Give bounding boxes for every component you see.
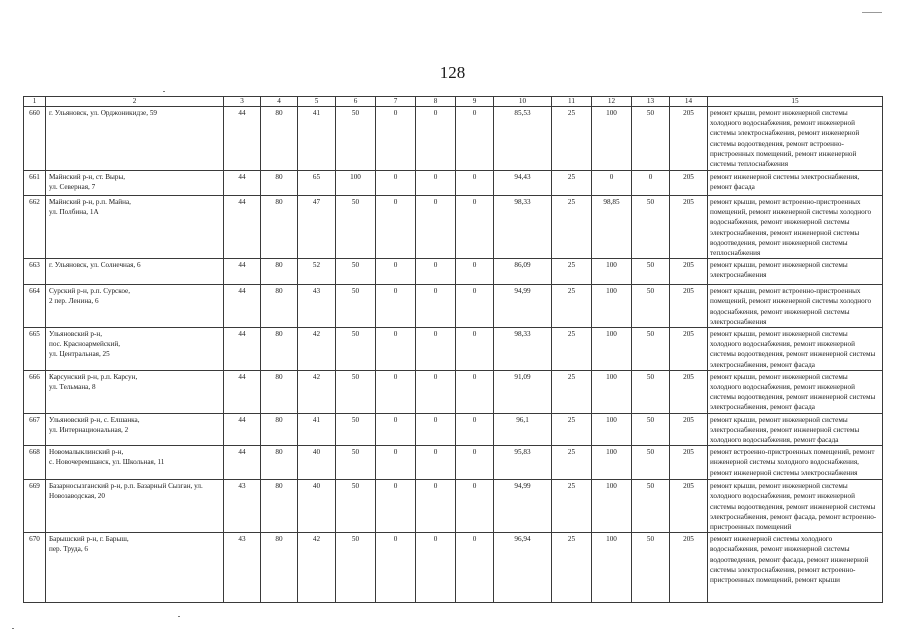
table-row — [24, 171, 883, 196]
value-cell-c11: 25 — [552, 370, 592, 413]
value-cell-c6: 100 — [336, 171, 376, 196]
value-cell-c7: 0 — [376, 446, 416, 480]
value-cell-c14: 205 — [670, 480, 708, 533]
value-cell-c3: 44 — [224, 328, 261, 371]
value-cell-c10: 91,09 — [494, 370, 552, 413]
scan-speck — [12, 628, 14, 629]
value-cell-c5: 40 — [298, 480, 336, 533]
row-number-cell: 664 — [24, 285, 46, 328]
address-cell: г. Ульяновск, ул. Солнечная, 6 — [46, 259, 224, 285]
value-cell-c6: 50 — [336, 480, 376, 533]
value-cell-c9: 0 — [456, 107, 494, 171]
value-cell-c8: 0 — [416, 328, 456, 371]
value-cell-c13: 50 — [632, 196, 670, 259]
value-cell-c14: 205 — [670, 328, 708, 371]
column-number: 3 — [224, 97, 261, 107]
value-cell-c8: 0 — [416, 413, 456, 446]
value-cell-c5: 42 — [298, 328, 336, 371]
value-cell-c13: 50 — [632, 480, 670, 533]
value-cell-c4: 80 — [261, 259, 298, 285]
value-cell-c7: 0 — [376, 533, 416, 603]
address-cell: Ульяновский р-н, пос. Красноармейский, ул. Центральная, 25 — [46, 328, 224, 371]
value-cell-c8: 0 — [416, 446, 456, 480]
value-cell-c5: 42 — [298, 533, 336, 603]
value-cell-c5: 41 — [298, 107, 336, 171]
value-cell-c8: 0 — [416, 196, 456, 259]
value-cell-c3: 43 — [224, 480, 261, 533]
value-cell-c12: 98,85 — [592, 196, 632, 259]
value-cell-c10: 98,33 — [494, 196, 552, 259]
column-number: 4 — [261, 97, 298, 107]
address-cell: Ульяновский р-н, с. Елшанка, ул. Интернациональная, 2 — [46, 413, 224, 446]
value-cell-c7: 0 — [376, 259, 416, 285]
column-number: 5 — [298, 97, 336, 107]
value-cell-c6: 50 — [336, 446, 376, 480]
value-cell-c13: 50 — [632, 533, 670, 603]
value-cell-c12: 100 — [592, 370, 632, 413]
row-number-cell: 662 — [24, 196, 46, 259]
value-cell-c4: 80 — [261, 413, 298, 446]
value-cell-c8: 0 — [416, 533, 456, 603]
table-row — [24, 107, 883, 171]
column-number-row — [24, 97, 883, 107]
column-number: 1 — [24, 97, 46, 107]
value-cell-c10: 96,1 — [494, 413, 552, 446]
row-number-cell: 661 — [24, 171, 46, 196]
value-cell-c12: 100 — [592, 328, 632, 371]
value-cell-c13: 0 — [632, 171, 670, 196]
value-cell-c3: 44 — [224, 370, 261, 413]
works-cell: ремонт крыши, ремонт инженерной системы холодного водоснабжения, ремонт инженерной системы водоотведения, ремонт инженерной системы электроснабжения, ремонт фасада, ремонт встроенно-пристроенных помещений — [708, 480, 883, 533]
row-number-cell: 668 — [24, 446, 46, 480]
column-number: 13 — [632, 97, 670, 107]
value-cell-c5: 65 — [298, 171, 336, 196]
value-cell-c13: 50 — [632, 328, 670, 371]
column-number: 10 — [494, 97, 552, 107]
value-cell-c10: 94,99 — [494, 285, 552, 328]
value-cell-c5: 43 — [298, 285, 336, 328]
value-cell-c11: 25 — [552, 413, 592, 446]
value-cell-c11: 25 — [552, 328, 592, 371]
scan-speck — [862, 12, 882, 13]
works-cell: ремонт крыши, ремонт встроенно-пристроенных помещений, ремонт инженерной системы холодного водоснабжения, ремонт инженерной системы электроснабжения — [708, 285, 883, 328]
works-cell: ремонт крыши, ремонт инженерной системы холодного водоснабжения, ремонт инженерной системы водоотведения, ремонт инженерной системы электроснабжения, ремонт фасада — [708, 370, 883, 413]
works-cell: ремонт крыши, ремонт встроенно-пристроенных помещений, ремонт инженерной системы холодного водоснабжения, ремонт инженерной системы электроснабжения, ремонт инженерной системы водоотведения, ремонт инженерной системы теплоснабжения — [708, 196, 883, 259]
value-cell-c6: 50 — [336, 196, 376, 259]
row-number-cell: 666 — [24, 370, 46, 413]
value-cell-c13: 50 — [632, 107, 670, 171]
value-cell-c11: 25 — [552, 446, 592, 480]
value-cell-c5: 52 — [298, 259, 336, 285]
value-cell-c9: 0 — [456, 446, 494, 480]
value-cell-c10: 96,94 — [494, 533, 552, 603]
works-cell: ремонт крыши, ремонт инженерной системы холодного водоснабжения, ремонт инженерной системы электроснабжения, ремонт инженерной системы водоотведения, ремонт встроенно-пристроенных помещений, ремонт инженерной системы теплоснабжения — [708, 107, 883, 171]
address-cell: Барышский р-н, г. Барыш, пер. Труда, 6 — [46, 533, 224, 603]
value-cell-c3: 44 — [224, 171, 261, 196]
table-row — [24, 259, 883, 285]
address-cell: Базарносызганский р-н, р.п. Базарный Сызган, ул. Новозаводская, 20 — [46, 480, 224, 533]
value-cell-c4: 80 — [261, 107, 298, 171]
value-cell-c11: 25 — [552, 196, 592, 259]
column-number: 9 — [456, 97, 494, 107]
value-cell-c8: 0 — [416, 285, 456, 328]
value-cell-c5: 47 — [298, 196, 336, 259]
works-cell: ремонт инженерной системы электроснабжения, ремонт фасада — [708, 171, 883, 196]
value-cell-c14: 205 — [670, 107, 708, 171]
value-cell-c14: 205 — [670, 196, 708, 259]
value-cell-c10: 94,99 — [494, 480, 552, 533]
value-cell-c7: 0 — [376, 328, 416, 371]
value-cell-c12: 0 — [592, 171, 632, 196]
table-row — [24, 480, 883, 533]
value-cell-c9: 0 — [456, 171, 494, 196]
works-cell: ремонт инженерной системы холодного водоснабжения, ремонт инженерной системы водоотведения, ремонт фасада, ремонт инженерной системы электроснабжения, ремонт встроенно-пристроенных помещений, ремонт крыши — [708, 533, 883, 603]
value-cell-c14: 205 — [670, 446, 708, 480]
value-cell-c5: 40 — [298, 446, 336, 480]
value-cell-c4: 80 — [261, 480, 298, 533]
value-cell-c12: 100 — [592, 259, 632, 285]
value-cell-c11: 25 — [552, 533, 592, 603]
value-cell-c8: 0 — [416, 107, 456, 171]
column-number: 6 — [336, 97, 376, 107]
value-cell-c7: 0 — [376, 413, 416, 446]
value-cell-c6: 50 — [336, 328, 376, 371]
column-number: 7 — [376, 97, 416, 107]
value-cell-c13: 50 — [632, 413, 670, 446]
value-cell-c3: 44 — [224, 196, 261, 259]
value-cell-c8: 0 — [416, 480, 456, 533]
value-cell-c13: 50 — [632, 446, 670, 480]
value-cell-c12: 100 — [592, 107, 632, 171]
value-cell-c10: 86,09 — [494, 259, 552, 285]
value-cell-c12: 100 — [592, 533, 632, 603]
table-row — [24, 285, 883, 328]
value-cell-c6: 50 — [336, 107, 376, 171]
column-number: 2 — [46, 97, 224, 107]
value-cell-c13: 50 — [632, 259, 670, 285]
value-cell-c13: 50 — [632, 285, 670, 328]
works-cell: ремонт крыши, ремонт инженерной системы электроснабжения, ремонт инженерной системы холодного водоснабжения, ремонт фасада — [708, 413, 883, 446]
value-cell-c6: 50 — [336, 285, 376, 328]
value-cell-c8: 0 — [416, 259, 456, 285]
value-cell-c4: 80 — [261, 533, 298, 603]
value-cell-c7: 0 — [376, 171, 416, 196]
value-cell-c9: 0 — [456, 328, 494, 371]
value-cell-c6: 50 — [336, 533, 376, 603]
address-cell: Карсунский р-н, р.п. Карсун, ул. Тельмана, 8 — [46, 370, 224, 413]
row-number-cell: 663 — [24, 259, 46, 285]
page-number: 128 — [439, 63, 466, 82]
value-cell-c10: 94,43 — [494, 171, 552, 196]
value-cell-c7: 0 — [376, 370, 416, 413]
value-cell-c14: 205 — [670, 285, 708, 328]
address-cell: г. Ульяновск, ул. Орджоникидзе, 59 — [46, 107, 224, 171]
row-number-cell: 660 — [24, 107, 46, 171]
row-number-cell: 665 — [24, 328, 46, 371]
value-cell-c3: 44 — [224, 259, 261, 285]
value-cell-c13: 50 — [632, 370, 670, 413]
value-cell-c7: 0 — [376, 196, 416, 259]
value-cell-c3: 44 — [224, 107, 261, 171]
value-cell-c10: 98,33 — [494, 328, 552, 371]
value-cell-c3: 44 — [224, 413, 261, 446]
value-cell-c9: 0 — [456, 196, 494, 259]
value-cell-c8: 0 — [416, 171, 456, 196]
value-cell-c12: 100 — [592, 413, 632, 446]
value-cell-c6: 50 — [336, 259, 376, 285]
row-number-cell: 669 — [24, 480, 46, 533]
row-number-cell: 667 — [24, 413, 46, 446]
value-cell-c10: 85,53 — [494, 107, 552, 171]
value-cell-c9: 0 — [456, 370, 494, 413]
value-cell-c9: 0 — [456, 259, 494, 285]
address-cell: Сурский р-н, р.п. Сурское, 2 пер. Ленина, 6 — [46, 285, 224, 328]
value-cell-c12: 100 — [592, 285, 632, 328]
value-cell-c14: 205 — [670, 370, 708, 413]
value-cell-c4: 80 — [261, 285, 298, 328]
value-cell-c14: 205 — [670, 533, 708, 603]
value-cell-c14: 205 — [670, 413, 708, 446]
value-cell-c7: 0 — [376, 480, 416, 533]
value-cell-c5: 42 — [298, 370, 336, 413]
works-cell: ремонт встроенно-пристроенных помещений, ремонт инженерной системы холодного водоснабжения, ремонт инженерной системы электроснабжения — [708, 446, 883, 480]
value-cell-c11: 25 — [552, 171, 592, 196]
value-cell-c11: 25 — [552, 107, 592, 171]
value-cell-c7: 0 — [376, 107, 416, 171]
value-cell-c4: 80 — [261, 328, 298, 371]
column-number: 12 — [592, 97, 632, 107]
value-cell-c10: 95,83 — [494, 446, 552, 480]
table-row — [24, 413, 883, 446]
table-row — [24, 446, 883, 480]
column-number: 8 — [416, 97, 456, 107]
value-cell-c11: 25 — [552, 480, 592, 533]
value-cell-c11: 25 — [552, 285, 592, 328]
value-cell-c12: 100 — [592, 446, 632, 480]
table-row — [24, 533, 883, 603]
value-cell-c14: 205 — [670, 259, 708, 285]
value-cell-c9: 0 — [456, 533, 494, 603]
value-cell-c7: 0 — [376, 285, 416, 328]
value-cell-c4: 80 — [261, 196, 298, 259]
address-cell: Майнский р-н, р.п. Майна, ул. Полбина, 1А — [46, 196, 224, 259]
value-cell-c3: 44 — [224, 446, 261, 480]
address-cell: Новомалыклинский р-н, с. Новочеремшанск, ул. Школьная, 11 — [46, 446, 224, 480]
value-cell-c12: 100 — [592, 480, 632, 533]
works-cell: ремонт крыши, ремонт инженерной системы электроснабжения — [708, 259, 883, 285]
scan-speck — [163, 91, 165, 92]
table-row — [24, 370, 883, 413]
value-cell-c6: 50 — [336, 413, 376, 446]
value-cell-c3: 44 — [224, 285, 261, 328]
value-cell-c11: 25 — [552, 259, 592, 285]
value-cell-c5: 41 — [298, 413, 336, 446]
column-number: 14 — [670, 97, 708, 107]
table-row — [24, 328, 883, 371]
value-cell-c9: 0 — [456, 285, 494, 328]
value-cell-c14: 205 — [670, 171, 708, 196]
value-cell-c9: 0 — [456, 480, 494, 533]
table-row — [24, 196, 883, 259]
value-cell-c8: 0 — [416, 370, 456, 413]
value-cell-c4: 80 — [261, 446, 298, 480]
value-cell-c6: 50 — [336, 370, 376, 413]
address-cell: Майнский р-н, ст. Выры, ул. Северная, 7 — [46, 171, 224, 196]
value-cell-c3: 43 — [224, 533, 261, 603]
value-cell-c4: 80 — [261, 370, 298, 413]
column-number: 11 — [552, 97, 592, 107]
works-cell: ремонт крыши, ремонт инженерной системы холодного водоснабжения, ремонт инженерной системы водоотведения, ремонт инженерной системы электроснабжения, ремонт фасада — [708, 328, 883, 371]
scan-speck — [178, 616, 180, 617]
row-number-cell: 670 — [24, 533, 46, 603]
value-cell-c9: 0 — [456, 413, 494, 446]
value-cell-c4: 80 — [261, 171, 298, 196]
column-number: 15 — [708, 97, 883, 107]
housing-repair-table — [23, 96, 883, 603]
